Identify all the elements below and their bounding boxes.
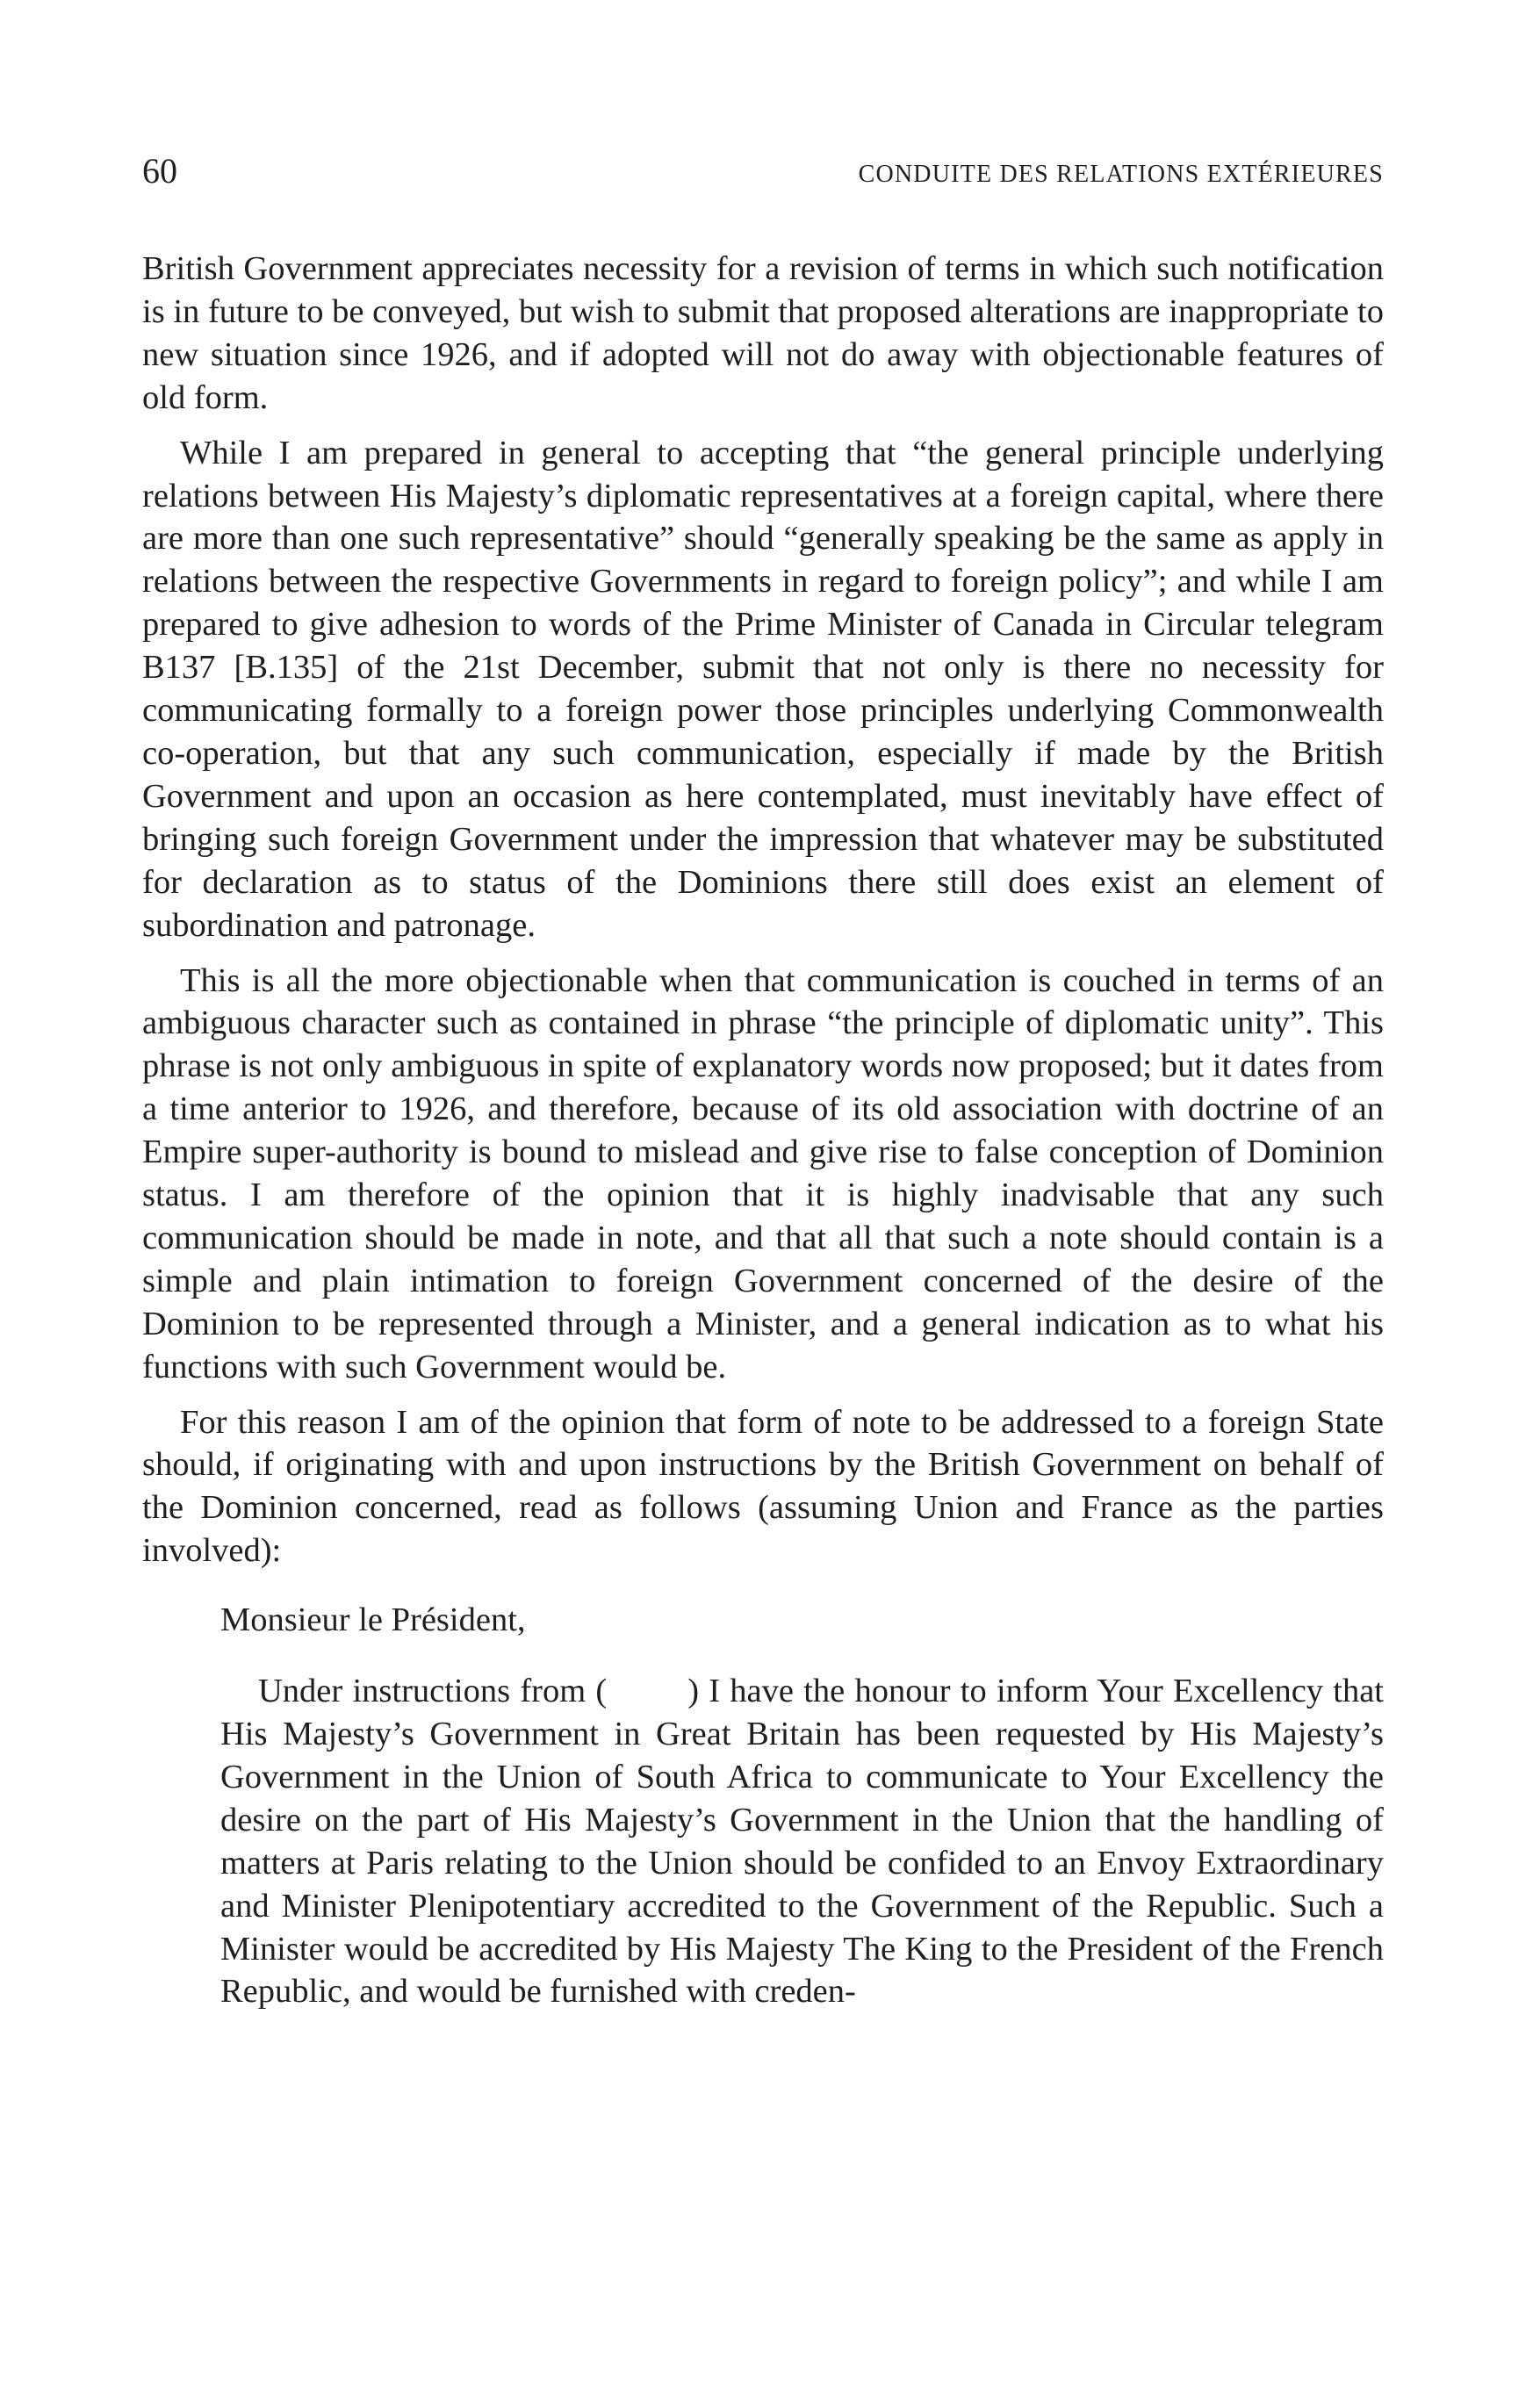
paragraph-2: While I am prepared in general to accepting that “the general principle underlying relations between His Majesty’s diplomatic representatives at a foreign capital, where there are more than one such representative” should “generally speaking be the same as apply in relations between the respective Governments in regard to foreign policy”; and while I am prepared to give adhesion to words of the Prime Minister of Canada in Circular telegram B137 [B.135] of the 21st December, submit that not only is there no necessity for communicating formally to a foreign power those principles underlying Commonwealth co-operation, but that any such communication, especially if made by the British Government and upon an occasion as here contemplated, must inevitably have effect of bringing such foreign Government under the impression that whatever may be substituted for declaration as to status of the Dominions there still does exist an element of subordination and patronage. [142, 434, 1384, 944]
letter-body-continuation: ) I have the honour to inform Your Excellency that His Majesty’s Government in Great Britain has been requested by His Majesty’s Government in the Union of South Africa to communicate to Your Excellency the desire on the part of His Majesty’s Government in the Union that the handling of matters at Paris relating to the Union should be confided to an Envoy Extraordinary and Minister Plenipotentiary accredited to the Government of the Republic. Such a Minister would be accredited by His Majesty The King to the President of the French Republic, and would be furnished with creden- [220, 1673, 1384, 2011]
running-head [142, 151, 1384, 206]
paragraph-1: British Government appreciates necessity for a revision of terms in which such notification is in future to be conveyed, but wish to submit that proposed alterations are inappropriate to new situation since 1926, and if adopted will not do away with objectionable features of old form. [142, 250, 1384, 416]
quoted-letter [220, 1599, 1384, 2013]
body-text [142, 248, 1384, 2013]
letter-body-opening: Under instructions from ( [258, 1673, 608, 1710]
paragraph-3: This is all the more objectionable when that communication is couched in terms of an ambiguous character such as contained in phrase “the principle of diplomatic unity”. This phrase is not only ambiguous in spite of explanatory words now proposed; but it dates from a time anterior to 1926, and therefore, because of its old association with doctrine of an Empire super-authority is bound to mislead and give rise to false conception of Dominion status. I am therefore of the opinion that it is highly inadvisable that any such communication should be made in note, and that all that such a note should contain is a simple and plain intimation to foreign Government concerned of the desire of the Dominion to be represented through a Minister, and a general indication as to what his functions with such Government would be. [142, 961, 1384, 1385]
page-number: 60 [142, 151, 177, 191]
paragraph-4: For this reason I am of the opinion that form of note to be addressed to a foreign State should, if originating with and upon instructions by the British Government on behalf of the Dominion concerned, read as follows (assuming Union and France as the parties involved): [142, 1403, 1384, 1570]
document-page [142, 151, 1384, 2013]
letter-salutation: Monsieur le Président, [220, 1601, 526, 1639]
running-title: CONDUITE DES RELATIONS EXTÉRIEURES [858, 161, 1384, 188]
letter-body [220, 1670, 1384, 2013]
